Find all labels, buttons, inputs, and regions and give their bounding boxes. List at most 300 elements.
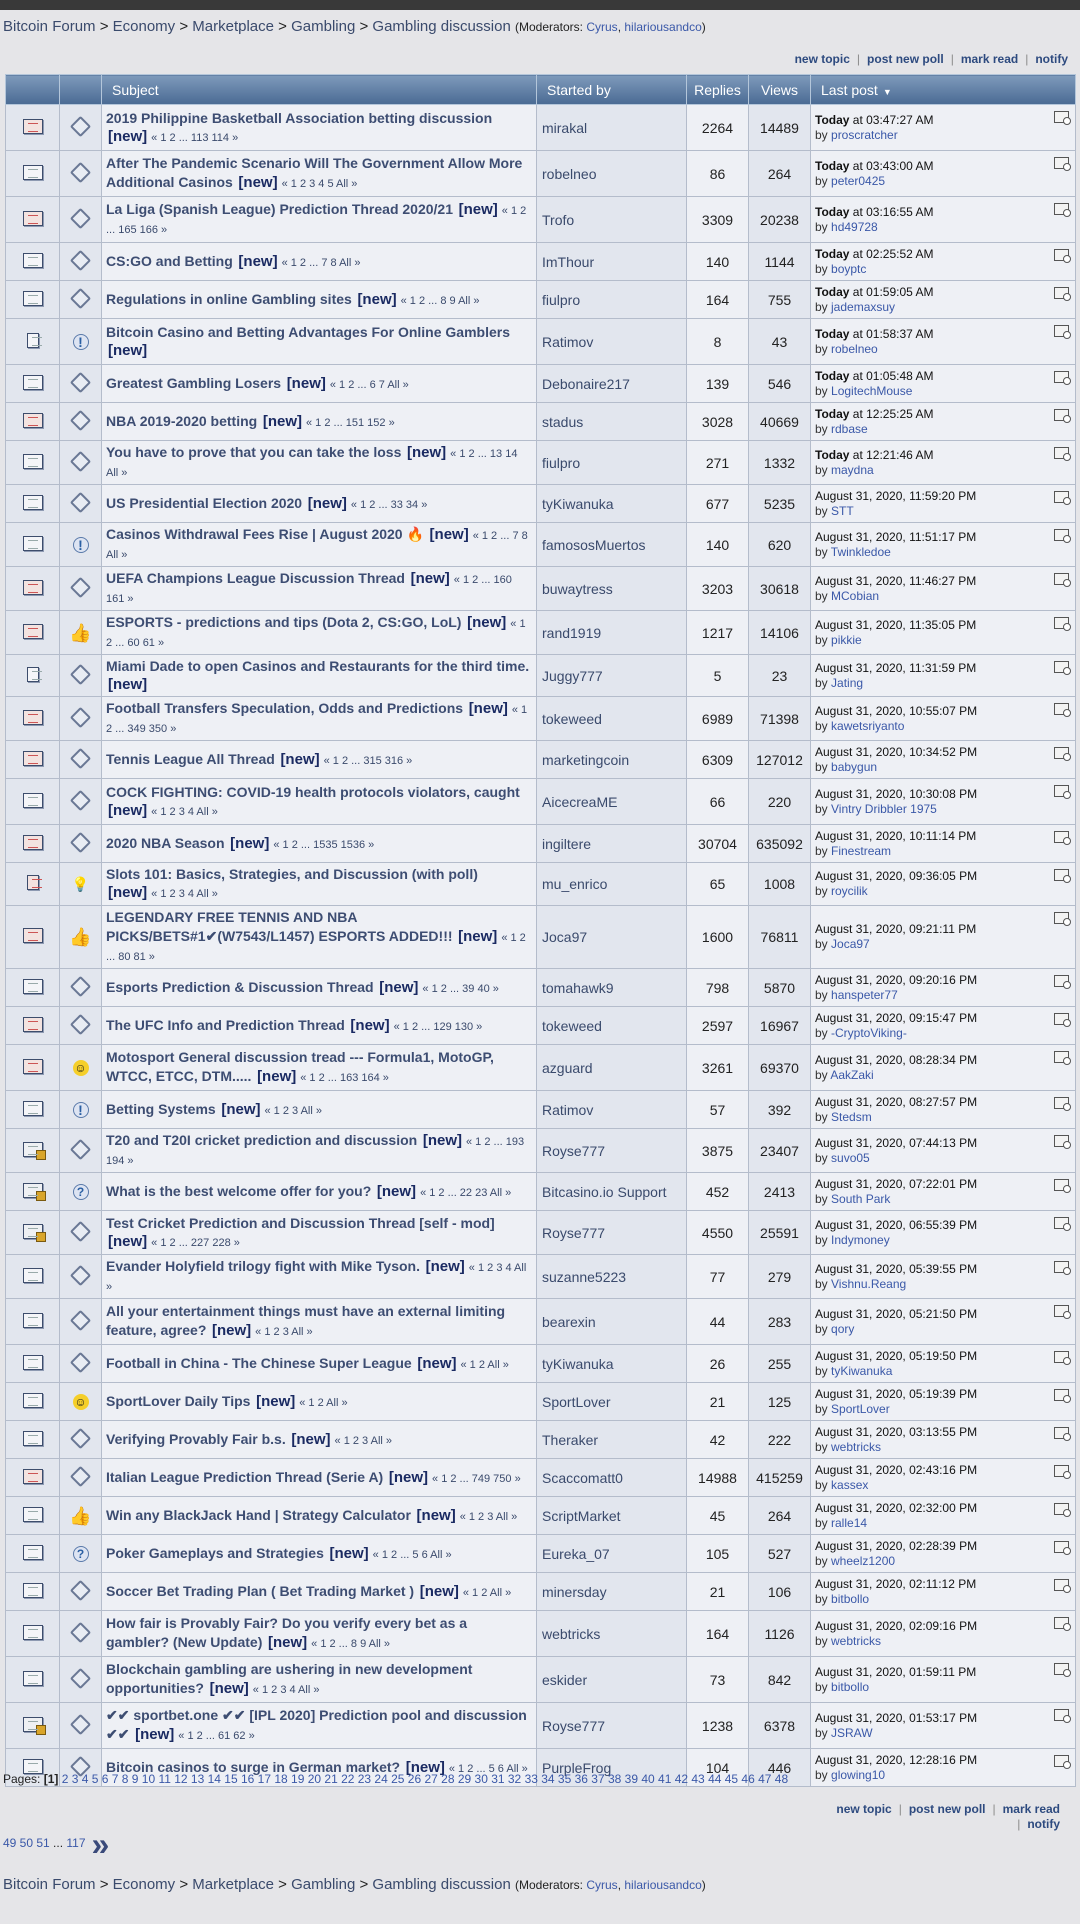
last-poster-link[interactable]: Vintry Dribbler 1975: [831, 801, 937, 816]
last-post-icon[interactable]: [1054, 325, 1069, 337]
last-poster-link[interactable]: LogitechMouse: [831, 383, 913, 398]
breadcrumb-economy[interactable]: Economy: [112, 1876, 176, 1893]
topic-title-link[interactable]: Bitcoin Casino and Betting Advantages For Online Gamblers: [106, 324, 510, 340]
mark-read-button[interactable]: mark read: [1002, 1802, 1060, 1816]
new-posts-link[interactable]: [new]: [379, 978, 419, 996]
topic-pages[interactable]: « 1 2 ... 315 316 »: [323, 754, 413, 767]
last-poster-link[interactable]: South Park: [831, 1191, 891, 1206]
header-started-by-label[interactable]: Started by: [547, 81, 611, 98]
topic-pages[interactable]: « 1 2 ... 5 6 All »: [448, 1762, 528, 1775]
last-poster-link[interactable]: Indymoney: [831, 1232, 890, 1247]
author-link[interactable]: minersday: [542, 1583, 607, 1600]
topic-title-link[interactable]: T20 and T20I cricket prediction and discussion: [106, 1132, 418, 1148]
author-link[interactable]: PurpleFrog: [542, 1759, 612, 1776]
moderator-link[interactable]: Cyrus: [586, 20, 618, 34]
header-replies-label[interactable]: Replies: [694, 81, 741, 98]
last-poster-link[interactable]: bitbollo: [831, 1591, 870, 1606]
last-poster-link[interactable]: Joca97: [831, 937, 870, 951]
author-link[interactable]: SportLover: [542, 1393, 611, 1410]
topic-pages[interactable]: « 1 2 ... 39 40 »: [422, 982, 499, 995]
topic-pages[interactable]: « 1 2 ... 61 62 »: [178, 1730, 255, 1742]
author-link[interactable]: fiulpro: [542, 291, 581, 308]
breadcrumb-marketplace[interactable]: Marketplace: [192, 18, 274, 35]
author-link[interactable]: Theraker: [542, 1431, 599, 1448]
topic-pages[interactable]: « 1 2 ... 113 114 »: [151, 131, 239, 144]
new-posts-link[interactable]: [new]: [329, 1544, 369, 1562]
new-posts-link[interactable]: [new]: [407, 444, 447, 461]
new-posts-link[interactable]: [new]: [256, 1392, 296, 1410]
last-post-icon[interactable]: [1054, 371, 1069, 383]
topic-pages[interactable]: « 1 2 ... 160 161 »: [106, 574, 512, 605]
next-page-icon[interactable]: »: [91, 1826, 110, 1862]
topic-title-link[interactable]: Blockchain gambling are ushering in new development opportunities?: [106, 1661, 473, 1696]
topic-title-link[interactable]: Test Cricket Prediction and Discussion Thread [self - mod]: [106, 1214, 495, 1231]
topic-pages[interactable]: « 1 2 ... 1535 1536 »: [273, 838, 375, 851]
breadcrumb-economy[interactable]: Economy: [112, 18, 176, 35]
topic-pages[interactable]: « 1 2 3 All »: [334, 1434, 393, 1447]
author-link[interactable]: Debonaire217: [542, 375, 630, 392]
last-poster-link[interactable]: pikkie: [831, 632, 862, 647]
last-poster-link[interactable]: peter0425: [831, 173, 886, 188]
last-post-icon[interactable]: [1054, 1351, 1069, 1363]
topic-title-link[interactable]: US Presidential Election 2020: [106, 494, 303, 511]
breadcrumb-gambling[interactable]: Gambling: [291, 1876, 356, 1893]
last-poster-link[interactable]: tyKiwanuka: [831, 1363, 893, 1378]
author-link[interactable]: Eureka_07: [542, 1545, 610, 1562]
new-topic-button[interactable]: new topic: [836, 1802, 892, 1816]
page-links[interactable]: 49 50 51: [3, 1836, 50, 1851]
topic-title-link[interactable]: Betting Systems: [106, 1100, 216, 1117]
topic-title-link[interactable]: La Liga (Spanish League) Prediction Thread 2020/21: [106, 201, 453, 217]
last-poster-link[interactable]: ralle14: [831, 1515, 868, 1530]
author-link[interactable]: tomahawk9: [542, 979, 614, 996]
last-post-by: [815, 1192, 1071, 1207]
new-posts-link[interactable]: [new]: [286, 374, 326, 392]
topic-title-link[interactable]: The UFC Info and Prediction Thread: [106, 1016, 345, 1033]
topic-pages[interactable]: « 1 2 ... 8 9 All »: [311, 1638, 391, 1650]
last-poster-link[interactable]: hanspeter77: [831, 987, 898, 1002]
last-poster-link[interactable]: kassex: [831, 1477, 869, 1492]
last-poster-link[interactable]: webtricks: [831, 1633, 882, 1648]
new-posts-link[interactable]: [new]: [417, 1354, 457, 1372]
last-poster-link[interactable]: Finestream: [831, 843, 892, 858]
author-link[interactable]: Royse777: [542, 1142, 606, 1159]
topic-title-link[interactable]: ESPORTS - predictions and tips (Dota 2, CS:GO, LoL): [106, 614, 462, 630]
topic-pages[interactable]: « 1 2 All »: [460, 1358, 509, 1371]
new-posts-link[interactable]: [new]: [410, 570, 450, 587]
last-post-by: [815, 1634, 1071, 1649]
header-subject-label[interactable]: Subject: [112, 81, 159, 98]
replies-cell: 21: [687, 1573, 749, 1611]
last-post-icon[interactable]: [1054, 1097, 1069, 1109]
topic-title-link[interactable]: Tennis League All Thread: [106, 750, 275, 767]
new-posts-link[interactable]: [new]: [267, 1634, 308, 1651]
author-link[interactable]: tyKiwanuka: [542, 1355, 614, 1372]
topic-title-link[interactable]: LEGENDARY FREE TENNIS AND NBA PICKS/BETS#1✔(W7543/L1457) ESPORTS ADDED!!!: [106, 909, 453, 944]
last-post-icon[interactable]: [1054, 785, 1069, 797]
new-posts-link[interactable]: [new]: [458, 928, 498, 945]
last-post-icon[interactable]: [1054, 1663, 1069, 1675]
last-post-date: August 31, 2020, 06:55:39 PM: [815, 1217, 978, 1232]
topic-title-link[interactable]: Italian League Prediction Thread (Serie A): [106, 1468, 384, 1485]
topic-pages[interactable]: « 1 2 3 4 All »: [151, 805, 218, 818]
new-posts-link[interactable]: [new]: [221, 1100, 261, 1118]
last-post-icon[interactable]: [1054, 617, 1069, 629]
author-link[interactable]: buwaytress: [542, 580, 613, 597]
author-link[interactable]: bearexin: [542, 1313, 596, 1330]
topic-icon: [23, 1393, 43, 1408]
topic-pages[interactable]: « 1 2 ... 165 166 »: [106, 205, 527, 236]
topic-title-link[interactable]: SportLover Daily Tips: [106, 1392, 251, 1409]
last-poster-link[interactable]: babygun: [831, 759, 878, 774]
header-subject[interactable]: [102, 75, 537, 105]
notify-button[interactable]: notify: [1035, 52, 1068, 66]
by-label: by: [815, 462, 832, 477]
started-by-cell: [537, 1657, 687, 1703]
last-poster-link[interactable]: wheelz1200: [831, 1553, 896, 1568]
moderator-link[interactable]: hilariousandco: [624, 1878, 702, 1892]
breadcrumb-marketplace[interactable]: Marketplace: [192, 1876, 274, 1893]
last-poster-link[interactable]: Vishnu.Reang: [831, 1276, 907, 1291]
topic-title-link[interactable]: Evander Holyfield trilogy fight with Mike Tyson.: [106, 1258, 420, 1274]
topic-pages[interactable]: « 1 2 ... 80 81 »: [106, 932, 526, 963]
author-link[interactable]: tokeweed: [542, 1017, 602, 1034]
by-label: by: [815, 1232, 832, 1247]
new-posts-link[interactable]: [new]: [230, 834, 270, 852]
last-poster-link[interactable]: Twinkledoe: [830, 544, 891, 559]
moderator-link[interactable]: hilariousandco: [624, 20, 702, 34]
topic-title-link[interactable]: Soccer Bet Trading Plan ( Bet Trading Market ): [106, 1582, 415, 1599]
last-post-datetime: [815, 1425, 1071, 1440]
last-post-datetime: [815, 1711, 1071, 1726]
topic-title-link[interactable]: Win any BlackJack Hand | Strategy Calculator: [106, 1506, 411, 1523]
moderator-link[interactable]: Cyrus: [586, 1878, 618, 1892]
header-started-by[interactable]: [537, 75, 687, 105]
breadcrumb-bitcoin-forum[interactable]: Bitcoin Forum: [3, 1876, 96, 1893]
topic-title-link[interactable]: Slots 101: Basics, Strategies, and Discussion (with poll): [106, 866, 478, 882]
last-poster-link[interactable]: roycilik: [831, 884, 868, 898]
topic-pages[interactable]: « 1 2 ... 5 6 All »: [372, 1548, 452, 1561]
topic-title-link[interactable]: Regulations in online Gambling sites: [106, 290, 352, 307]
last-post-cell: [811, 523, 1076, 567]
last-post-icon[interactable]: [1054, 1261, 1069, 1273]
topic-title-link[interactable]: Esports Prediction & Discussion Thread: [106, 978, 374, 995]
new-posts-link[interactable]: [new]: [108, 1232, 148, 1250]
topic-title-link[interactable]: Motosport General discussion tread --- Formula1, MotoGP, WTCC, ETCC, DTM.....: [106, 1049, 494, 1084]
last-poster-link[interactable]: kawetsriyanto: [831, 718, 905, 733]
topic-icon: [23, 1101, 43, 1116]
topic-title-link[interactable]: Poker Gameplays and Strategies: [106, 1544, 324, 1561]
message-icon-cell: [60, 825, 102, 863]
new-posts-link[interactable]: [new]: [425, 1258, 465, 1275]
last-post-icon[interactable]: [1054, 1135, 1069, 1147]
new-posts-link[interactable]: [new]: [209, 1680, 249, 1697]
topic-title-link[interactable]: After The Pandemic Scenario Will The Government Allow More Additional Casinos: [106, 155, 523, 190]
last-poster-link[interactable]: rdbase: [831, 421, 868, 436]
new-posts-link[interactable]: [new]: [422, 1132, 462, 1149]
page-links[interactable]: 2 3 4 5 6 7 8 9 10 11 12 13 14 15 16 17 18 19 20 21 22 23 24 25 26 27 28 29 30 31 32 33 34 35 36 37 38 39 40 41 42 43 44 45 46 47 48: [61, 1772, 789, 1786]
author-link[interactable]: ingiltere: [542, 835, 592, 852]
new-posts-link[interactable]: [new]: [135, 1726, 175, 1743]
last-poster-link[interactable]: bitbollo: [831, 1679, 870, 1694]
new-posts-link[interactable]: [new]: [212, 1322, 252, 1339]
new-posts-link[interactable]: [new]: [108, 127, 148, 145]
new-posts-link[interactable]: [new]: [419, 1582, 459, 1600]
topic-title-link[interactable]: CS:GO and Betting: [106, 252, 233, 269]
new-posts-link[interactable]: [new]: [350, 1016, 390, 1034]
author-link[interactable]: Scaccomatt0: [542, 1469, 623, 1486]
new-posts-link[interactable]: [new]: [262, 412, 302, 430]
topic-pages[interactable]: « 1 2 ... 7 8 All »: [281, 256, 361, 269]
author-link[interactable]: webtricks: [542, 1625, 601, 1642]
message-diamond-icon: [70, 1579, 91, 1600]
header-last-post-label[interactable]: Last post: [821, 81, 878, 98]
new-posts-link[interactable]: [new]: [405, 1758, 445, 1776]
new-posts-link[interactable]: [new]: [108, 801, 148, 819]
new-posts-link[interactable]: [new]: [280, 750, 320, 768]
new-posts-link[interactable]: [new]: [388, 1468, 429, 1486]
topic-title-link[interactable]: NBA 2019-2020 betting: [106, 412, 258, 429]
views-cell: 222: [749, 1421, 811, 1459]
last-post-icon[interactable]: [1054, 1051, 1069, 1063]
topic-title-link[interactable]: Football in China - The Chinese Super League: [106, 1354, 412, 1371]
topic-pages[interactable]: « 1 2 ... 193 194 »: [106, 1136, 525, 1167]
new-posts-link[interactable]: [new]: [416, 1506, 456, 1524]
topic-title-link[interactable]: ✔✔ sportbet.one ✔✔ [IPL 2020] Prediction pool and discussion ✔✔: [106, 1707, 527, 1742]
last-post-icon[interactable]: [1054, 1427, 1069, 1439]
replies-cell: 164: [687, 281, 749, 319]
last-poster-link[interactable]: boyptc: [831, 261, 867, 276]
last-post-icon[interactable]: [1054, 1503, 1069, 1515]
last-poster-link[interactable]: JSRAW: [831, 1725, 873, 1740]
new-topic-button[interactable]: new topic: [794, 52, 850, 66]
new-posts-link[interactable]: [new]: [468, 700, 508, 717]
last-poster-link[interactable]: Stedsm: [831, 1109, 872, 1124]
header-views[interactable]: [749, 75, 811, 105]
author-link[interactable]: stadus: [542, 413, 584, 430]
topic-pages[interactable]: « 1 2 3 4 5 All »: [281, 178, 358, 190]
topic-pages[interactable]: « 1 2 3 All »: [264, 1104, 322, 1117]
last-post-icon[interactable]: [1054, 1179, 1069, 1191]
last-poster-link[interactable]: suvo05: [831, 1150, 870, 1165]
author-link[interactable]: Trofo: [542, 211, 575, 228]
header-last-post[interactable]: [811, 75, 1076, 105]
last-poster-link[interactable]: proscratcher: [831, 127, 898, 142]
last-poster-link[interactable]: hd49728: [831, 219, 878, 234]
topic-pages[interactable]: « 1 2 ... 6 7 All »: [329, 378, 409, 391]
new-posts-link[interactable]: [new]: [458, 201, 498, 218]
notify-button[interactable]: notify: [1027, 1817, 1060, 1831]
author-link[interactable]: Bitcasino.io Support: [542, 1183, 667, 1200]
last-post-icon[interactable]: [1054, 1389, 1069, 1401]
author-link[interactable]: mu_enrico: [542, 876, 608, 892]
topic-title-link[interactable]: Miami Dade to open Casinos and Restaurants for the third time.: [106, 658, 530, 674]
last-post-icon[interactable]: [1054, 869, 1069, 881]
last-post-icon[interactable]: [1054, 1305, 1069, 1317]
last-post-icon[interactable]: [1054, 409, 1069, 421]
mark-read-button[interactable]: mark read: [960, 52, 1019, 66]
new-posts-link[interactable]: [new]: [467, 614, 507, 631]
author-link[interactable]: Juggy777: [542, 667, 603, 684]
topic-pages[interactable]: « 1 2 All »: [462, 1586, 512, 1599]
post-new-poll-button[interactable]: post new poll: [867, 52, 944, 66]
new-posts-link[interactable]: [new]: [238, 174, 278, 191]
topic-pages[interactable]: « 1 2 ... 7 8 All »: [106, 530, 528, 561]
author-link[interactable]: tyKiwanuka: [542, 495, 614, 512]
last-post-icon[interactable]: [1054, 1013, 1069, 1025]
last-poster-link[interactable]: jademaxsuy: [831, 299, 896, 314]
last-poster-link[interactable]: Jating: [831, 675, 864, 690]
topic-title-link[interactable]: Football Transfers Speculation, Odds and Predictions: [106, 700, 464, 716]
author-link[interactable]: mirakal: [542, 119, 588, 136]
last-post-icon[interactable]: [1054, 203, 1069, 215]
views-cell: 106: [749, 1573, 811, 1611]
last-post-icon[interactable]: [1054, 1541, 1069, 1553]
topic-title-link[interactable]: UEFA Champions League Discussion Thread: [106, 570, 405, 586]
author-link[interactable]: Royse777: [542, 1224, 606, 1241]
author-link[interactable]: azguard: [542, 1059, 593, 1076]
post-new-poll-button[interactable]: post new poll: [908, 1802, 986, 1816]
author-link[interactable]: eskider: [542, 1671, 588, 1688]
topic-title-link[interactable]: How fair is Provably Fair? Do you verify every bet as a gambler? (New Update): [106, 1615, 468, 1650]
new-posts-link[interactable]: [new]: [429, 526, 469, 543]
last-poster-link[interactable]: robelneo: [831, 341, 878, 356]
last-post-icon[interactable]: [1054, 912, 1069, 924]
topic-pages[interactable]: « 1 2 ... 163 164 »: [300, 1072, 389, 1084]
header-views-label[interactable]: Views: [760, 81, 799, 98]
topic-icon: [23, 1431, 43, 1446]
author-link[interactable]: fiulpro: [542, 454, 581, 471]
last-post-icon[interactable]: [1054, 1755, 1069, 1767]
new-posts-link[interactable]: [new]: [357, 290, 397, 308]
last-post-icon[interactable]: [1054, 529, 1069, 541]
topic-pages[interactable]: « 1 2 3 4 All »: [252, 1684, 320, 1696]
author-link[interactable]: marketingcoin: [542, 751, 630, 768]
topic-title-link[interactable]: Bitcoin casinos to surge in German market?: [106, 1758, 401, 1775]
last-post-icon[interactable]: [1054, 249, 1069, 261]
topic-pages[interactable]: « 1 2 ... 129 130 »: [393, 1020, 483, 1033]
breadcrumb-gambling-discussion[interactable]: Gambling discussion: [372, 18, 511, 35]
author-link[interactable]: suzanne5223: [542, 1268, 627, 1285]
topic-pages[interactable]: « 1 2 3 4 All »: [106, 1262, 527, 1293]
new-posts-link[interactable]: [new]: [291, 1430, 331, 1448]
topic-pages[interactable]: « 1 2 3 All »: [255, 1326, 313, 1338]
new-posts-link[interactable]: [new]: [376, 1182, 417, 1200]
topic-pages[interactable]: « 1 2 ... 227 228 »: [151, 1236, 240, 1249]
breadcrumb-gambling-discussion[interactable]: Gambling discussion: [372, 1876, 511, 1893]
last-post-icon[interactable]: [1054, 287, 1069, 299]
topic-icon: [23, 375, 43, 390]
last-poster-link[interactable]: maydna: [831, 462, 874, 477]
header-replies[interactable]: [687, 75, 749, 105]
last-poster-link[interactable]: MCobian: [831, 588, 880, 603]
last-post-icon[interactable]: [1054, 831, 1069, 843]
author-link[interactable]: Royse777: [542, 1717, 606, 1734]
author-link[interactable]: AicecreaME: [542, 793, 618, 810]
last-post-cell: [811, 1091, 1076, 1129]
last-post-icon[interactable]: [1054, 1617, 1069, 1629]
last-post-icon[interactable]: [1054, 975, 1069, 987]
message-icon-cell: [60, 1383, 102, 1421]
last-post-icon[interactable]: [1054, 447, 1069, 459]
topic-pages[interactable]: « 1 2 3 All »: [459, 1510, 518, 1523]
last-post-icon[interactable]: [1054, 573, 1069, 585]
last-post-icon[interactable]: [1054, 747, 1069, 759]
topic-title-link[interactable]: What is the best welcome offer for you?: [106, 1182, 372, 1199]
author-link[interactable]: tokeweed: [542, 710, 602, 727]
breadcrumb-gambling[interactable]: Gambling: [291, 18, 356, 35]
topic-pages[interactable]: « 1 2 ... 22 23 All »: [420, 1186, 512, 1199]
topic-pages[interactable]: « 1 2 ... 749 750 »: [432, 1472, 521, 1485]
topic-title-link[interactable]: Verifying Provably Fair b.s.: [106, 1430, 286, 1447]
topic-title-link[interactable]: Casinos Withdrawal Fees Rise | August 2020 🔥: [106, 526, 424, 542]
topic-title-link[interactable]: 2020 NBA Season: [106, 834, 225, 851]
last-poster-link[interactable]: AakZaki: [830, 1067, 874, 1082]
last-post-datetime: [815, 159, 1071, 174]
author-link[interactable]: Ratimov: [542, 333, 594, 350]
topic-title-link[interactable]: 2019 Philippine Basketball Association betting discussion: [106, 109, 493, 126]
last-post-icon[interactable]: [1054, 1709, 1069, 1721]
started-by-cell: [537, 1383, 687, 1421]
last-post-icon[interactable]: [1054, 157, 1069, 169]
last-post-icon[interactable]: [1054, 1465, 1069, 1477]
author-link[interactable]: ScriptMarket: [542, 1507, 621, 1524]
replies-cell: 798: [687, 969, 749, 1007]
last-poster-link[interactable]: SportLover: [831, 1401, 890, 1416]
author-link[interactable]: rand1919: [542, 624, 602, 641]
new-posts-link[interactable]: [new]: [238, 252, 278, 270]
breadcrumb-bitcoin-forum[interactable]: Bitcoin Forum: [3, 18, 96, 35]
last-post-icon[interactable]: [1054, 1217, 1069, 1229]
last-post-icon[interactable]: [1054, 703, 1069, 715]
new-posts-link[interactable]: [new]: [108, 884, 148, 901]
message-icon-cell: [60, 1573, 102, 1611]
last-post-icon[interactable]: [1054, 661, 1069, 673]
topic-pages[interactable]: « 1 2 ... 8 9 All »: [400, 294, 480, 307]
last-poster-link[interactable]: qory: [831, 1321, 855, 1336]
author-link[interactable]: ImThour: [542, 253, 595, 270]
topic-pages[interactable]: « 1 2 ... 151 152 »: [306, 416, 395, 429]
last-post-icon[interactable]: [1054, 1579, 1069, 1591]
topic-pages[interactable]: « 1 2 ... 349 350 »: [106, 704, 528, 735]
last-poster-link[interactable]: webtricks: [831, 1439, 882, 1454]
author-link[interactable]: robelneo: [542, 165, 597, 182]
last-post-icon[interactable]: [1054, 111, 1069, 123]
topic-pages[interactable]: « 1 2 All »: [299, 1396, 348, 1409]
last-post-date: August 31, 2020, 09:20:16 PM: [815, 972, 978, 987]
author-link[interactable]: Joca97: [542, 929, 588, 945]
topic-pages[interactable]: « 1 2 3 4 All »: [151, 888, 218, 900]
last-poster-link[interactable]: STT: [831, 503, 854, 518]
topic-title-link[interactable]: You have to prove that you can take the loss: [106, 444, 402, 460]
topic-pages[interactable]: « 1 2 ... 33 34 »: [350, 498, 428, 511]
topic-title-link[interactable]: Greatest Gambling Losers: [106, 374, 282, 391]
new-posts-link[interactable]: [new]: [307, 494, 347, 512]
topic-title-link[interactable]: COCK FIGHTING: COVID-19 health protocols violators, caught: [106, 783, 520, 800]
topic-title-link[interactable]: All your entertainment things must have an external limiting feature, agree?: [106, 1303, 506, 1338]
new-posts-link[interactable]: [new]: [257, 1068, 297, 1085]
last-post-icon[interactable]: [1054, 491, 1069, 503]
author-link[interactable]: Ratimov: [542, 1101, 594, 1118]
author-link[interactable]: famososMuertos: [542, 536, 646, 553]
topic-pages[interactable]: « 1 2 ... 60 61 »: [106, 618, 526, 649]
new-posts-link[interactable]: [new]: [108, 676, 148, 693]
last-poster-link[interactable]: glowing10: [831, 1767, 886, 1782]
page-link-last[interactable]: 117: [66, 1836, 86, 1851]
new-posts-link[interactable]: [new]: [108, 342, 148, 359]
topic-pages[interactable]: « 1 2 ... 13 14 All »: [106, 448, 518, 479]
last-poster-link[interactable]: -CryptoViking-: [831, 1025, 907, 1040]
